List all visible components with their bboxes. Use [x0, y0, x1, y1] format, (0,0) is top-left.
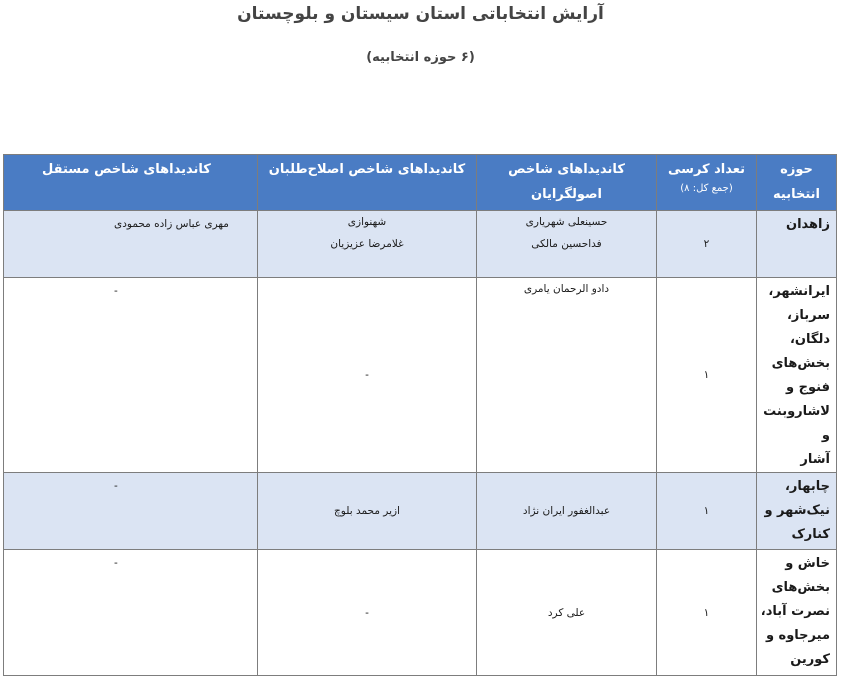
header-principlist: کاندیداهای شاخص اصولگرایان: [477, 155, 657, 211]
reformist-cell: ازیر محمد بلوچ: [258, 473, 477, 550]
table-row: [4, 550, 837, 676]
header-seats: تعداد کرسی (جمع کل: ۸): [657, 155, 757, 211]
principlist-cell: حسینعلی شهریاری فداحسین مالکی: [477, 211, 657, 278]
seats-cell: ۱: [657, 550, 757, 676]
page-title: آرایش انتخاباتی استان سیستان و بلوچستان: [237, 4, 604, 24]
header-reformist: کاندیداهای شاخص اصلاح‌طلبان: [258, 155, 477, 211]
district-cell: زاهدان: [757, 211, 837, 278]
candidates-table: [3, 154, 837, 676]
district-cell: چابهار، نیک‌شهر و کنارک: [757, 473, 837, 550]
district-cell: ایرانشهر، سرباز، دلگان، بخش‌های فنوج و لاشاروبنت و آشار: [757, 278, 837, 473]
table-row: [4, 278, 837, 473]
independent-cell: -: [4, 550, 258, 676]
reformist-cell: -: [258, 550, 477, 676]
header-district: حوزه انتخابیه: [757, 155, 837, 211]
header-independent: کاندیداهای شاخص مستقل: [4, 155, 258, 211]
reformist-cell: -: [258, 278, 477, 473]
independent-cell: -: [4, 473, 258, 550]
independent-cell: -: [4, 278, 258, 473]
independent-cell: مهری عباس زاده محمودی: [4, 211, 258, 278]
reformist-cell: شهنوازی غلامرضا عزیزیان: [258, 211, 477, 278]
table-row: [4, 211, 837, 278]
seats-cell: ۲: [657, 211, 757, 278]
page-subtitle: (۶ حوزه انتخابیه): [366, 50, 475, 65]
principlist-cell: علی کرد: [477, 550, 657, 676]
seats-cell: ۱: [657, 278, 757, 473]
table-row: [4, 473, 837, 550]
seats-cell: ۱: [657, 473, 757, 550]
header-row: [4, 155, 837, 211]
principlist-cell: عبدالغفور ایران نژاد: [477, 473, 657, 550]
district-cell: خاش و بخش‌های نصرت آباد، میرجاوه و کورین: [757, 550, 837, 676]
principlist-cell: دادو الرحمان یامری: [477, 278, 657, 473]
